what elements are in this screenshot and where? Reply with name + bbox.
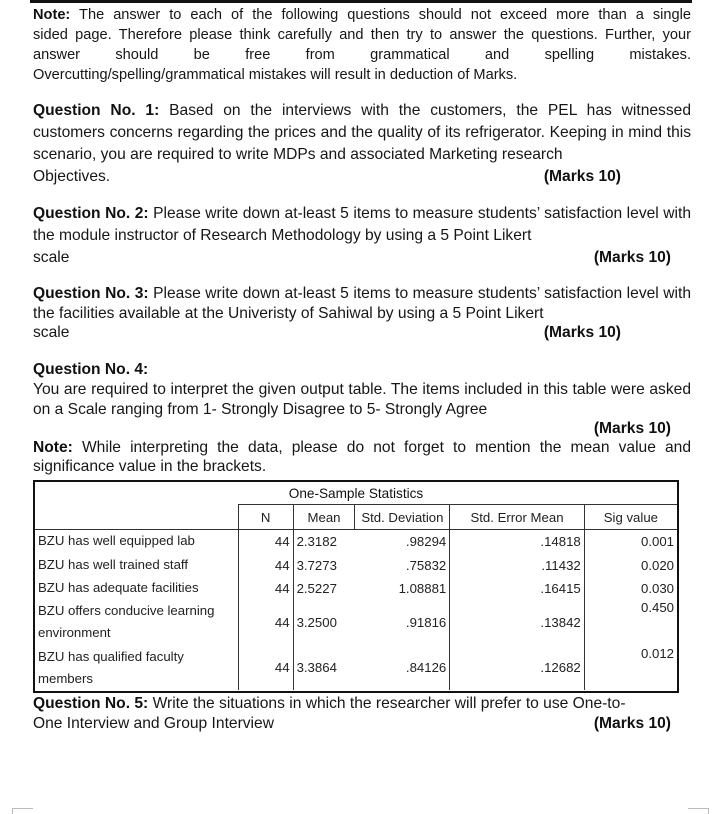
question-2-text: Please write down at-least 5 items to measure students’ satisfaction level with the module instructor of Research Methodology by using a 5 Point Likert	[33, 205, 691, 244]
cell-std-deviation: 1.08881	[398, 580, 447, 596]
table-header-row	[35, 505, 677, 530]
note-line-2: sided page. Therefore please think carefully and then try to answer the questions. Further, your	[33, 27, 691, 43]
header-std-deviation: Std. Deviation	[355, 505, 450, 530]
cell-sig-value: 0.030	[584, 577, 677, 600]
note-label: Note:	[33, 7, 71, 23]
question-4-note-text: While interpreting the data, please do not forget to mention the mean value and significance value in the brackets.	[33, 439, 691, 475]
table-row	[35, 554, 677, 577]
cell-sig-value: 0.012	[584, 646, 677, 690]
question-1-marks: (Marks 10)	[543, 168, 621, 185]
cell-mean: 2.3182	[293, 530, 355, 554]
question-5-text: Write the situations in which the researcher will prefer to use One-to-	[152, 695, 626, 712]
question-4-text: You are required to interpret the given output table. The items included in this table were asked on a Scale ranging from 1- Strongly Disagree to 5- Strongly Agree	[33, 381, 691, 418]
question-4-marks: (Marks 10)	[593, 420, 671, 437]
table-row	[35, 577, 677, 600]
cell-mean: 3.7273	[293, 554, 355, 577]
top-rule	[30, 0, 692, 3]
header-mean: Mean	[293, 505, 355, 530]
cell-n: 44	[274, 557, 290, 573]
cell-mean: 3.3864	[293, 646, 355, 690]
table-row	[35, 646, 677, 690]
question-2-text-end: scale	[33, 249, 70, 266]
note-line-1: Note: The answer to each of the following questions should not exceed more than a single	[33, 7, 692, 23]
row-label: BZU has well equipped lab	[35, 530, 238, 554]
row-label: BZU has adequate facilities	[35, 577, 238, 600]
cell-n: 44	[274, 615, 290, 630]
note-line-4: Overcutting/spelling/grammatical mistakes will result in deduction of Marks.	[33, 67, 518, 83]
question-5	[33, 694, 691, 734]
cell-sig-value: 0.450	[584, 600, 677, 646]
table-row	[35, 600, 677, 646]
cell-mean: 2.5227	[293, 577, 355, 600]
cell-mean: 3.2500	[293, 600, 355, 646]
cell-std-deviation: .91816	[405, 615, 447, 630]
cell-std-deviation: .84126	[405, 660, 447, 675]
question-3-marks: (Marks 10)	[543, 324, 621, 341]
table-caption: One-Sample Statistics	[288, 485, 424, 501]
cell-std-error-mean: .13842	[450, 600, 584, 646]
instructions-note	[33, 5, 691, 85]
question-5-marks: (Marks 10)	[593, 715, 671, 732]
question-4-note-label: Note:	[33, 439, 73, 456]
question-1	[33, 100, 691, 188]
question-3-label: Question No. 3:	[33, 285, 149, 302]
question-3-text-end: scale	[33, 324, 70, 341]
header-std-error-mean: Std. Error Mean	[450, 505, 584, 530]
cell-std-error-mean: .14818	[450, 530, 584, 554]
note-line-3: answer should be free from grammatical and spelling mistakes.	[33, 47, 691, 63]
document-page	[33, 5, 691, 476]
cell-std-error-mean: .11432	[450, 554, 584, 577]
question-4-label: Question No. 4:	[33, 361, 149, 378]
question-5-text-end: One Interview and Group Interview	[33, 715, 274, 732]
header-sig-value: Sig value	[584, 505, 677, 530]
cell-std-error-mean: .16415	[450, 577, 584, 600]
question-1-label: Question No. 1:	[33, 102, 160, 119]
question-2	[33, 203, 691, 269]
question-3	[33, 284, 691, 342]
question-3-text: Please write down at-least 5 items to measure students’ satisfaction level with the facilities available at the Univeristy of Sahiwal by using a 5 Point Likert	[33, 285, 691, 322]
row-label: BZU offers conducive learning environment	[35, 600, 238, 646]
row-label: BZU has qualified faculty members	[35, 646, 238, 690]
question-1-text: Based on the interviews with the customers, the PEL has witnessed customers concerns regarding the prices and the quality of its refrigerator. Keeping in mind this scenario, you are required to write MDPs and associated Marketing research	[33, 102, 691, 163]
question-2-label: Question No. 2:	[33, 205, 149, 222]
header-n: N	[238, 505, 293, 530]
cell-n: 44	[274, 534, 290, 550]
page-corner-left	[12, 808, 33, 814]
question-5-label: Question No. 5:	[33, 695, 149, 712]
cell-n: 44	[274, 580, 290, 596]
question-4	[33, 360, 691, 476]
cell-sig-value: 0.020	[584, 554, 677, 577]
row-label: BZU has well trained staff	[35, 554, 238, 577]
page-corner-right	[688, 808, 709, 814]
cell-std-error-mean: .12682	[450, 646, 584, 690]
cell-std-deviation: .75832	[405, 557, 447, 573]
one-sample-statistics-table	[33, 480, 679, 693]
question-2-marks: (Marks 10)	[593, 249, 671, 266]
cell-n: 44	[274, 660, 290, 675]
cell-std-deviation: .98294	[405, 534, 447, 550]
question-1-text-end: Objectives.	[33, 168, 111, 185]
cell-sig-value: 0.001	[584, 530, 677, 554]
table-row	[35, 530, 677, 554]
